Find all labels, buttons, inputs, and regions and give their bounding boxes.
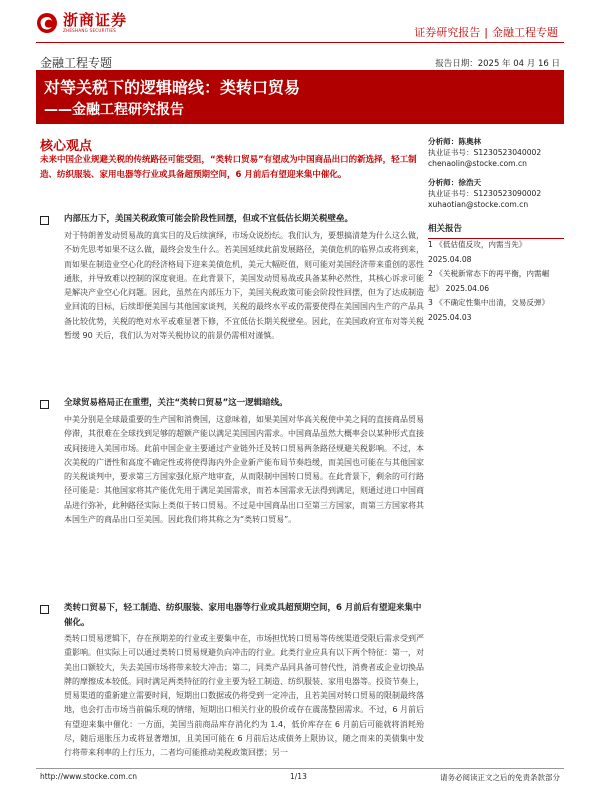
related-report-date: 2025.04.08 <box>428 254 472 264</box>
related-report-number: 3 <box>428 298 433 307</box>
checkbox-bullet-icon <box>40 216 49 225</box>
report-title: 对等关税下的逻辑暗线：类转口贸易 <box>44 78 301 97</box>
report-type-label: 证券研究报告 <box>414 26 481 39</box>
analyst-card <box>428 178 541 210</box>
related-report-title: 《低估值反攻，内需当先》 <box>435 240 527 249</box>
analyst-card <box>428 137 541 169</box>
page-number: 1/13 <box>290 772 307 781</box>
report-series-label: 金融工程专题 <box>492 26 558 39</box>
logo-text-en: ZHESHANG SECURITIES <box>63 28 117 33</box>
core-view-summary: 未来中国企业规避关税的传统路径可能受阻，“类转口贸易”有望成为中国商品出口的新选择，轻工制造、纺织服装、家用电器等行业或具备超预期空间，6 月前后有望迎来集中催化。 <box>40 155 417 180</box>
checkbox-bullet-icon <box>40 400 49 409</box>
core-view-heading: 核心观点 <box>40 139 93 154</box>
analyst-label: 分析师： <box>428 178 459 187</box>
analyst-email[interactable]: xuhaotian@stocke.com.cn <box>428 199 529 209</box>
analyst-name: 徐浩天 <box>458 178 482 187</box>
disclaimer-note: 请务必阅读正文之后的免责条款部分 <box>440 773 560 782</box>
section-1-body: 对于特朗普发动贸易战的真实目的及后续演绎，市场众说纷纭。我们认为，要想搞清楚为什么这么做，不妨先思考如果不这么做，最终会发生什么。若美国延续此前发展路径，美债危机的临界点或将到来，而如果在制造业空心化的经济格局下迎来美债危机，美元大幅贬值，则可能对美国经济带来重创的恶性通胀，并导致难以控制的深度衰退。在此背景下，美国发动贸易战或具备某种必然性，其核心诉求可能是解决产业空心化问题。因此，虽然在内部压力下，美国关税政策可能会阶段性回摆，但为了达成制造业回流的目标，后续即便美国与其他国家谈判，关税的最终水平或仍需要使得在美国国内生产的产品具备比较优势，关税的绝对水平或难显著下修，不宜低估长期关税壁垒。因此，在美国政府宣布对等关税暂缓 90 天后，我们认为对等关税协议的前景仍需相对谨慎。 <box>64 231 424 341</box>
related-reports-header <box>428 222 564 239</box>
title-banner <box>36 70 564 124</box>
report-subtitle: ——金融工程研究报告 <box>44 102 184 118</box>
related-report-item[interactable] <box>428 267 564 296</box>
analyst-label: 分析师： <box>428 137 459 146</box>
footer-url-link[interactable]: http://www.stocke.com.cn <box>40 772 137 781</box>
analyst-email[interactable]: chenaolin@stocke.com.cn <box>428 158 527 168</box>
report-date: 报告日期：2025 年 04 月 16 日 <box>435 59 560 69</box>
related-report-date: 2025.04.06 <box>445 283 490 293</box>
related-report-title: 《不确定性集中出清，交易反弹》 <box>435 298 550 307</box>
analyst-cert: 执业证书号：S1230523090002 <box>428 188 542 198</box>
related-report-title: 《关税新常态下的再平衡，内需崛起》 <box>428 269 550 293</box>
section-3-body: 类转口贸易逻辑下，存在预期差的行业或主要集中在，市场担忧转口贸易等传统渠道受限后需求受到严重影响。但实际上可以通过类转口贸易规避负向冲击的行业。此类行业应具有以下两个特征：第一，对美出口额较大，失去美国市场将带来较大冲击；第二，同类产品同具备可替代性，消费者或企业切换品牌的摩擦成本较低。同时满足两类特征的行业主要为轻工制造、纺织服装、家用电器等。投资节奏上，贸易渠道的重新建立需要时间，短期出口数据或仍将受到一定冲击，且若美国对转口贸易的限制最终落地，也会打击市场当前偏乐观的情绪，短期出口相关行业的股价或存在震荡整固需求。不过，6 月前后有望迎来集中催化：一方面，美国当前商品库存消化约为 1.4，低价库存在 6 月前后可能就将消耗殆尽，随后退胀压力或将显著增加，且美国可能在 6 月前后达成债务上限协议，随之而来的美债集中发行将带来利率的上行压力，二者均可能推动美税政策回摆；另一 <box>64 634 424 758</box>
footer-divider <box>36 768 564 769</box>
related-report-number: 2 <box>428 269 433 278</box>
report-category: 金融工程专题 <box>40 56 113 70</box>
section-2-body: 中美分别是全球最重要的生产国和消费国，这意味着，如果美国对华高关税使中美之间的直接商品贸易停滞，其很难在全球找到足够的超额产能以满足美国国内需求。中国商品虽然大概率会以某种形式直接或间接进入美国市场。此前中国企业主要通过产业链外迁及转口贸易两条路径规避关税影响。不过，本次美税的广谱性和高度不确定性或将使得海内外企业新产能布局节奏趋缓，而美国也可能在与其他国家的关税谈判中，要求第三方国家强化原产地审查，从而限制中国转口贸易。在此背景下，剩余的可行路径可能是：其他国家将其产能优先用于满足美国需求，而若本国需求无法得到满足，则通过进口中国商品进行弥补，此种路径实际上类似于转口贸易。不过是中国商品出口至第三方国家，而第三方国家将其本国生产的商品出口至美国。因此我们将其称之为“类转口贸易”。 <box>64 415 424 525</box>
related-report-date: 2025.04.03 <box>428 312 472 322</box>
report-type <box>414 24 558 40</box>
separator: | <box>484 26 488 39</box>
section-3-bullet <box>40 605 59 616</box>
section-1-bullet <box>40 216 59 227</box>
related-reports-list <box>428 238 564 325</box>
related-report-item[interactable] <box>428 238 564 267</box>
related-report-number: 1 <box>428 240 433 249</box>
analyst-name: 陈奥林 <box>458 137 482 146</box>
section-3-heading: 类转口贸易下，轻工制造、纺织服装、家用电器等行业或具超预期空间，6 月前后有望迎来集中催化。 <box>64 603 422 628</box>
analyst-cert: 执业证书号：S1230523040002 <box>428 147 542 157</box>
related-report-item[interactable] <box>428 296 564 325</box>
header-divider <box>36 42 564 43</box>
checkbox-bullet-icon <box>40 605 49 614</box>
logo-text-cn: 浙商证券 <box>63 11 128 29</box>
section-1-heading: 内部压力下，美国关税政策可能会阶段性回摆，但或不宜低估长期关税壁垒。 <box>64 214 354 224</box>
related-reports-title: 相关报告 <box>428 224 463 234</box>
section-2-heading: 全球贸易格局正在重塑，关注“类转口贸易”这一逻辑暗线。 <box>64 398 288 408</box>
section-2-bullet <box>40 400 59 411</box>
zheshang-logo-icon <box>36 12 58 34</box>
company-logo <box>36 12 127 34</box>
